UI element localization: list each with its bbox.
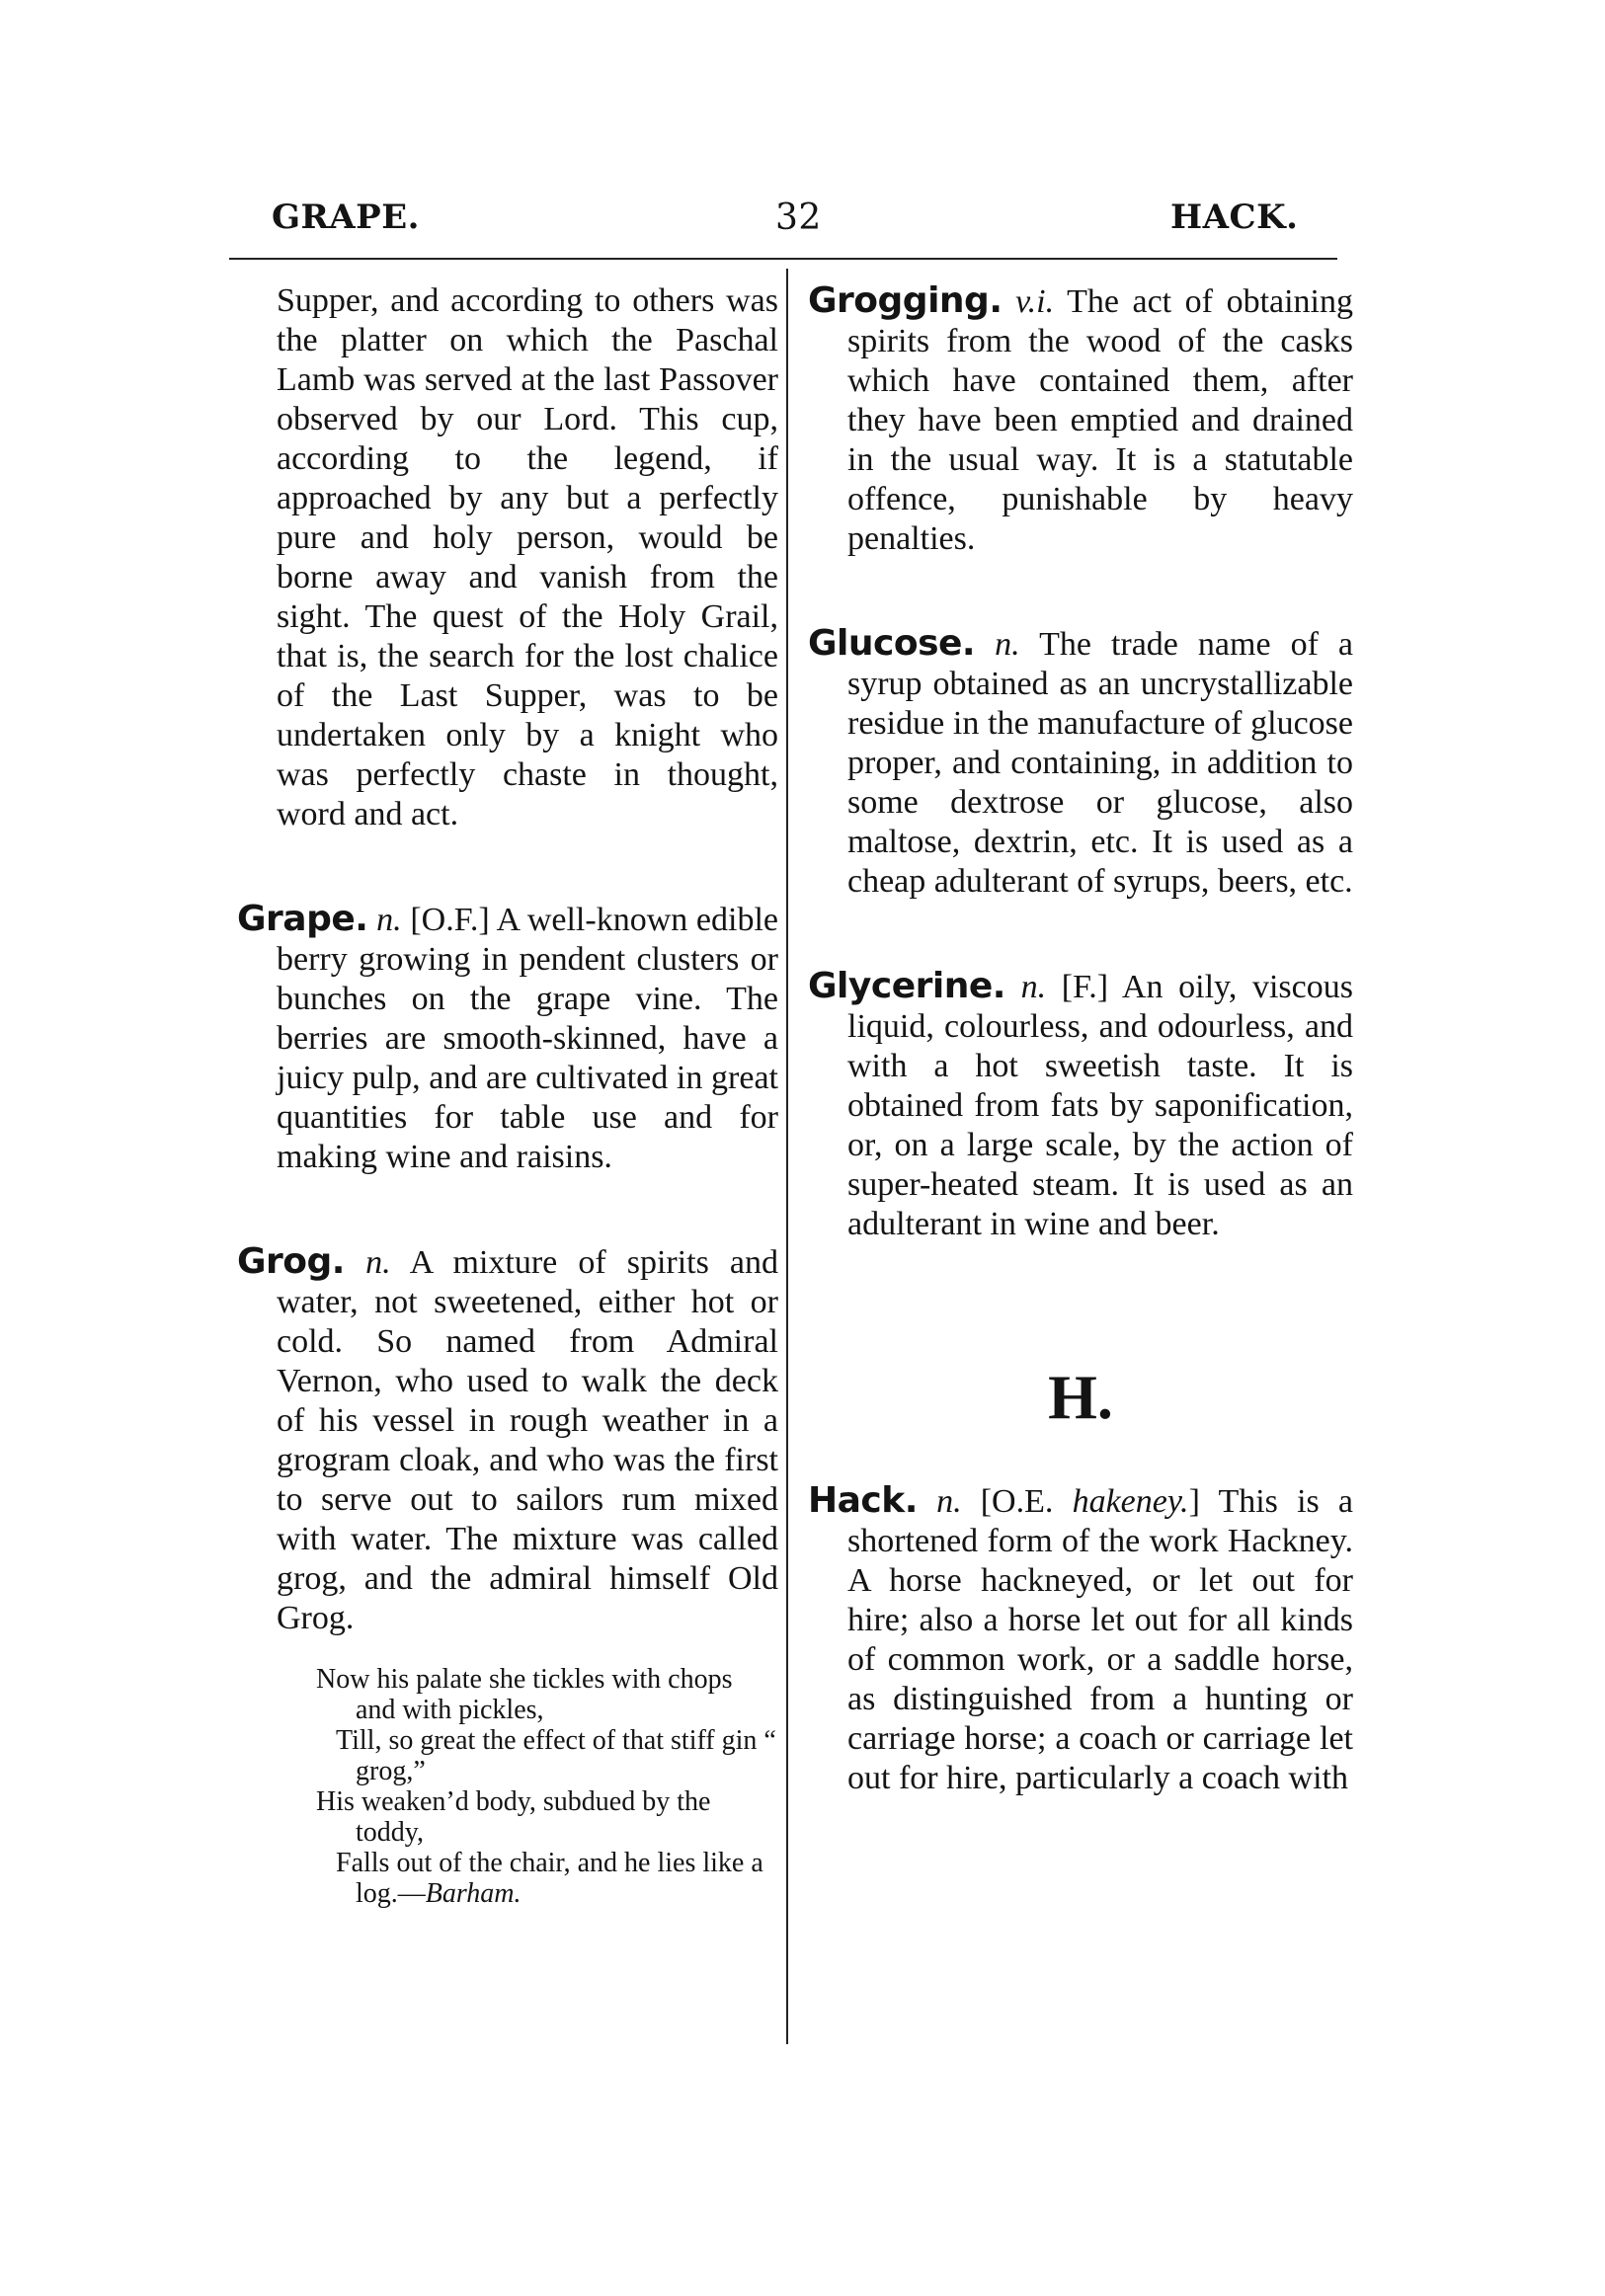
part-of-speech: n. <box>376 902 402 938</box>
headword: Hack. <box>808 1480 918 1521</box>
etymology-open: [O.E. <box>980 1483 1073 1520</box>
part-of-speech: n. <box>1020 969 1047 1005</box>
verse-line: His weaken’d body, subdued by the toddy, <box>316 1786 711 1848</box>
definition: A mixture of spirits and water, not sweetened, either hot or cold. So named from Admiral Vernon, who used to walk the deck of his vessel in rough weather in a grogram cloak, and who was the first to serve out to sailors rum mixed with water. The mixture was called grog, and the admiral himself Old Grog. <box>277 1244 779 1636</box>
etymology-word: hakeney. <box>1072 1483 1189 1520</box>
entry-grape <box>237 900 778 1177</box>
running-head-right: HACK. <box>1170 198 1299 237</box>
left-column <box>237 281 778 1909</box>
part-of-speech: n. <box>995 626 1020 663</box>
column-divider <box>786 269 788 2044</box>
right-column <box>808 281 1353 1863</box>
entry-grogging <box>808 281 1353 559</box>
verse-line-text: Falls out of the chair, and he lies like a log.— <box>336 1848 763 1909</box>
part-of-speech: n. <box>365 1244 391 1281</box>
entry-grog <box>237 1242 778 1638</box>
headword: Glycerine. <box>808 966 1005 1006</box>
entry-glucose <box>808 624 1353 902</box>
headword: Grape. <box>237 899 368 939</box>
running-head-left: GRAPE. <box>272 198 420 237</box>
verse-quotation <box>237 1664 778 1909</box>
part-of-speech: v.i. <box>1015 283 1055 320</box>
headword: Grog. <box>237 1241 345 1282</box>
verse-line: Now his palate she tickles with chops and with pickles, <box>316 1664 733 1725</box>
header-rule <box>229 258 1337 260</box>
page-number: 32 <box>775 198 822 238</box>
definition: The act of obtaining spirits from the wood of the casks which have contained them, after they have been emptied and drained in the usual way. It is a statutable offence, punishable by heavy penalties. <box>847 283 1354 557</box>
headword: Glucose. <box>808 623 976 664</box>
etymology <box>981 1483 1200 1520</box>
entry-hack <box>808 1481 1353 1798</box>
section-letter: H. <box>1048 1362 1113 1432</box>
verse-line <box>336 1848 778 1909</box>
headword: Grogging. <box>808 280 1003 321</box>
verse-line: Till, so great the effect of that stiff gin “ grog,” <box>336 1725 776 1786</box>
definition: This is a shortened form of the work Hackney. A horse hackneyed, or let out for hire; also a horse let out for all kinds of common work, or a saddle horse, as distinguished from a hunting or carriage horse; a coach or carriage let out for hire, particularly a coach with <box>847 1483 1354 1796</box>
definition: [F.] An oily, viscous liquid, colourless, and odourless, and with a hot sweetish taste. It is obtained from fats by saponification, or, on a large scale, by the action of super-heated steam. It is used as an adulterant in wine and beer. <box>847 969 1353 1242</box>
definition: [O.F.] A well-known edible berry growing in pendent clusters or bunches on the grape vine. The berries are smooth-skinned, have a juicy pulp, and are cultivated in great quantities for table use and for making wine and raisins. <box>277 902 778 1175</box>
definition: The trade name of a syrup obtained as an uncrystallizable residue in the manufacture of glucose proper, and containing, in addition to some dextrose or glucose, also maltose, dextrin, etc. It is used as a cheap adulterant of syrups, beers, etc. <box>847 626 1354 900</box>
quote-attribution: Barham. <box>425 1878 522 1909</box>
etymology-close: ] <box>1188 1483 1200 1520</box>
entry-glycerine <box>808 967 1353 1244</box>
continuation-text: Supper, and according to others was the platter on which the Paschal Lamb was served at the last Passover observed by our Lord. This cup, according to the legend, if approached by any but a perfectly pure and holy person, would be borne away and vanish from the sight. The quest of the Holy Grail, that is, the search for the lost chalice of the Last Supper, was to be undertaken only by a knight who was perfectly chaste in thought, word and act. <box>277 282 778 832</box>
part-of-speech: n. <box>936 1483 962 1520</box>
